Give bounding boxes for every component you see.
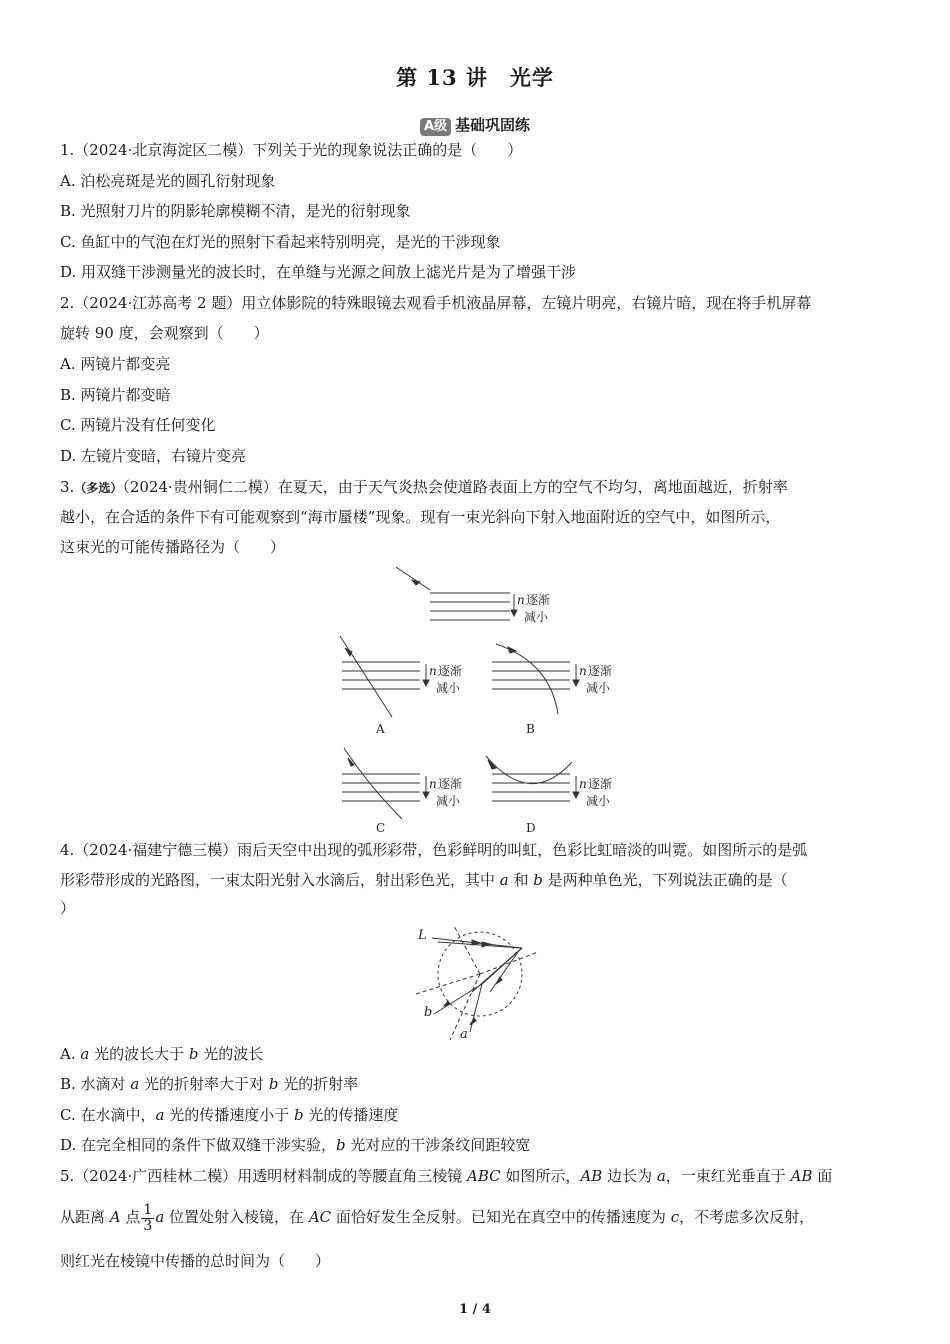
q3-option-a-diagram xyxy=(340,636,429,717)
q5-stem-line2 xyxy=(60,1200,888,1234)
q3-stem-line3: 这束光的可能传播路径为（ ） xyxy=(60,538,286,556)
opt-var: a xyxy=(80,1045,90,1063)
fraction-numerator: 1 xyxy=(143,1201,153,1218)
opt-text: A. xyxy=(60,1045,81,1063)
q4-stem-line2 xyxy=(60,870,888,890)
q3-option-c-diagram xyxy=(342,748,429,819)
opt-text: 光的折射率大于对 xyxy=(139,1075,269,1093)
q1-option-a: A. 泊松亮斑是光的圆孔衍射现象 xyxy=(60,172,276,190)
section-header xyxy=(0,114,950,136)
q3-stem-text: （2024·贵州铜仁二模）在夏天，由于天气炎热会使道路表面上方的空气不均匀，离地面越近，折射率 xyxy=(122,478,788,496)
q4-text: 是两种单色光，下列说法正确的是（ xyxy=(542,871,788,889)
q4-stem-line1: 4.（2024·福建宁德三模）雨后天空中出现的弧形彩带，色彩鲜明的叫虹，色彩比虹暗淡的叫霓。如图所示的是弧 xyxy=(60,841,808,859)
q4-var-b: b xyxy=(533,871,543,889)
q5-var: AB xyxy=(580,1167,603,1185)
q3-label-n: n xyxy=(517,593,525,607)
q3-b-label-gradually: 逐渐 xyxy=(588,664,613,678)
q3-number: 3. xyxy=(60,478,75,496)
page-number: 1 / 4 xyxy=(459,1302,491,1317)
q3-option-b-label: B xyxy=(526,722,535,736)
opt-text: C. 在水滴中， xyxy=(60,1106,156,1124)
page-title: 第 13 讲 光学 xyxy=(396,65,554,90)
q4-option-a xyxy=(60,1044,888,1064)
opt-text: 光的波长大于 xyxy=(89,1045,189,1063)
q5-text: ，不考虑多次反射， xyxy=(679,1208,815,1226)
q3-c-label-decrease: 减小 xyxy=(436,794,461,808)
q3-c-label-n: n xyxy=(429,777,437,791)
opt-text: B. 水滴对 xyxy=(60,1075,131,1093)
q3-c-label-gradually: 逐渐 xyxy=(438,777,463,791)
q4-figure xyxy=(410,922,550,1044)
q3-option-d-label: D xyxy=(526,821,536,835)
q3-option-c-label: C xyxy=(376,821,386,835)
q4-text: 形彩带形成的光路图，一束太阳光射入水滴后，射出彩色光，其中 xyxy=(60,871,500,889)
q1-option-b: B. 光照射刀片的阴影轮廓模糊不清，是光的衍射现象 xyxy=(60,202,411,220)
q5-text: 从距离 xyxy=(60,1208,110,1226)
q4-text: 和 xyxy=(508,871,534,889)
q3-stem-line2: 越小，在合适的条件下有可能观察到“海市蜃楼”现象。现有一束光斜向下射入地面附近的空气中，如图所示， xyxy=(60,508,781,526)
multi-select-tag: （多选） xyxy=(74,481,123,495)
q5-text: 点 xyxy=(120,1208,141,1226)
q5-var: A xyxy=(109,1208,121,1226)
fraction xyxy=(141,1203,154,1234)
opt-text: 光的折射率 xyxy=(278,1075,359,1093)
section-label: 基础巩固练 xyxy=(455,116,531,134)
opt-var: b xyxy=(268,1075,279,1093)
q5-text: 面 xyxy=(812,1167,833,1185)
q3-option-a-label: A xyxy=(376,722,385,736)
q5-text: 如图所示， xyxy=(500,1167,581,1185)
q3-label-gradually: 逐渐 xyxy=(526,593,551,607)
q3-a-label-gradually: 逐渐 xyxy=(438,664,463,678)
q5-text: 位置处射入棱镜，在 xyxy=(164,1208,309,1226)
q4-var-a: a xyxy=(499,871,509,889)
opt-text: 光的传播速度 xyxy=(303,1106,399,1124)
q5-text: 边长为 xyxy=(602,1167,657,1185)
q2-option-c: C. 两镜片没有任何变化 xyxy=(60,416,216,434)
q5-stem-line3: 则红光在棱镜中传播的总时间为（ ） xyxy=(60,1252,331,1270)
opt-var: a xyxy=(130,1075,140,1093)
q1-stem: 1.（2024·北京海淀区二模）下列关于光的现象说法正确的是（ ） xyxy=(60,141,523,159)
q3-a-label-decrease: 减小 xyxy=(436,681,461,695)
q3-d-label-decrease: 减小 xyxy=(586,794,611,808)
q3-d-label-gradually: 逐渐 xyxy=(588,777,613,791)
q5-var: ABC xyxy=(467,1167,501,1185)
q5-var: a xyxy=(656,1167,666,1185)
q5-stem-line1 xyxy=(60,1166,888,1186)
q3-label-decrease: 减小 xyxy=(524,610,549,624)
level-badge: A级 xyxy=(420,118,451,136)
q3-b-label-decrease: 减小 xyxy=(586,681,611,695)
q3-option-d-diagram xyxy=(486,756,579,801)
q2-stem-line1: 2.（2024·江苏高考 2 题）用立体影院的特殊眼镜去观看手机液晶屏幕，左镜片明亮，右镜片暗，现在将手机屏幕 xyxy=(60,294,812,312)
q4-option-b xyxy=(60,1074,888,1094)
q4-option-d xyxy=(60,1135,888,1155)
opt-var: b xyxy=(336,1136,346,1154)
q4-stem-line3: ） xyxy=(60,899,76,917)
q1-option-d: D. 用双缝干涉测量光的波长时，在单缝与光源之间放上滤光片是为了增强干涉 xyxy=(60,263,577,281)
q3-figure-reference xyxy=(396,567,517,620)
fraction-denominator: 3 xyxy=(143,1217,153,1234)
q3-a-label-n: n xyxy=(429,664,437,678)
q2-option-d: D. 左镜片变暗，右镜片变亮 xyxy=(60,447,247,465)
opt-var: b xyxy=(293,1106,304,1124)
q3-stem-line1 xyxy=(60,477,888,498)
opt-text: 光的波长 xyxy=(198,1045,264,1063)
q5-var: a xyxy=(155,1208,165,1226)
q4-option-c xyxy=(60,1105,888,1125)
q3-d-label-n: n xyxy=(579,777,587,791)
opt-var: a xyxy=(155,1106,165,1124)
q5-text: 面恰好发生全反射。已知光在真空中的传播速度为 xyxy=(331,1208,671,1226)
q4-label-l: L xyxy=(418,928,427,943)
q4-label-a: a xyxy=(460,1027,468,1042)
opt-text: 光的传播速度小于 xyxy=(164,1106,294,1124)
q5-var: AC xyxy=(308,1208,332,1226)
q3-b-label-n: n xyxy=(579,664,587,678)
q5-text: ，一束红光垂直于 xyxy=(665,1167,791,1185)
q5-var: AB xyxy=(790,1167,813,1185)
q2-option-b: B. 两镜片都变暗 xyxy=(60,386,171,404)
q5-text: 5.（2024·广西桂林二模）用透明材料制成的等腰直角三棱镜 xyxy=(60,1167,468,1185)
q3-figure xyxy=(330,562,630,837)
opt-var: b xyxy=(188,1045,199,1063)
q2-stem-line2: 旋转 90 度，会观察到（ ） xyxy=(60,324,269,342)
opt-text: D. 在完全相同的条件下做双缝干涉实验， xyxy=(60,1136,337,1154)
q4-label-b: b xyxy=(424,1005,433,1020)
opt-text: 光对应的干涉条纹间距较宽 xyxy=(345,1136,531,1154)
q3-option-b-diagram xyxy=(492,644,579,714)
q1-option-c: C. 鱼缸中的气泡在灯光的照射下看起来特别明亮，是光的干涉现象 xyxy=(60,233,501,251)
q5-var: c xyxy=(670,1208,680,1226)
q2-option-a: A. 两镜片都变亮 xyxy=(60,355,171,373)
